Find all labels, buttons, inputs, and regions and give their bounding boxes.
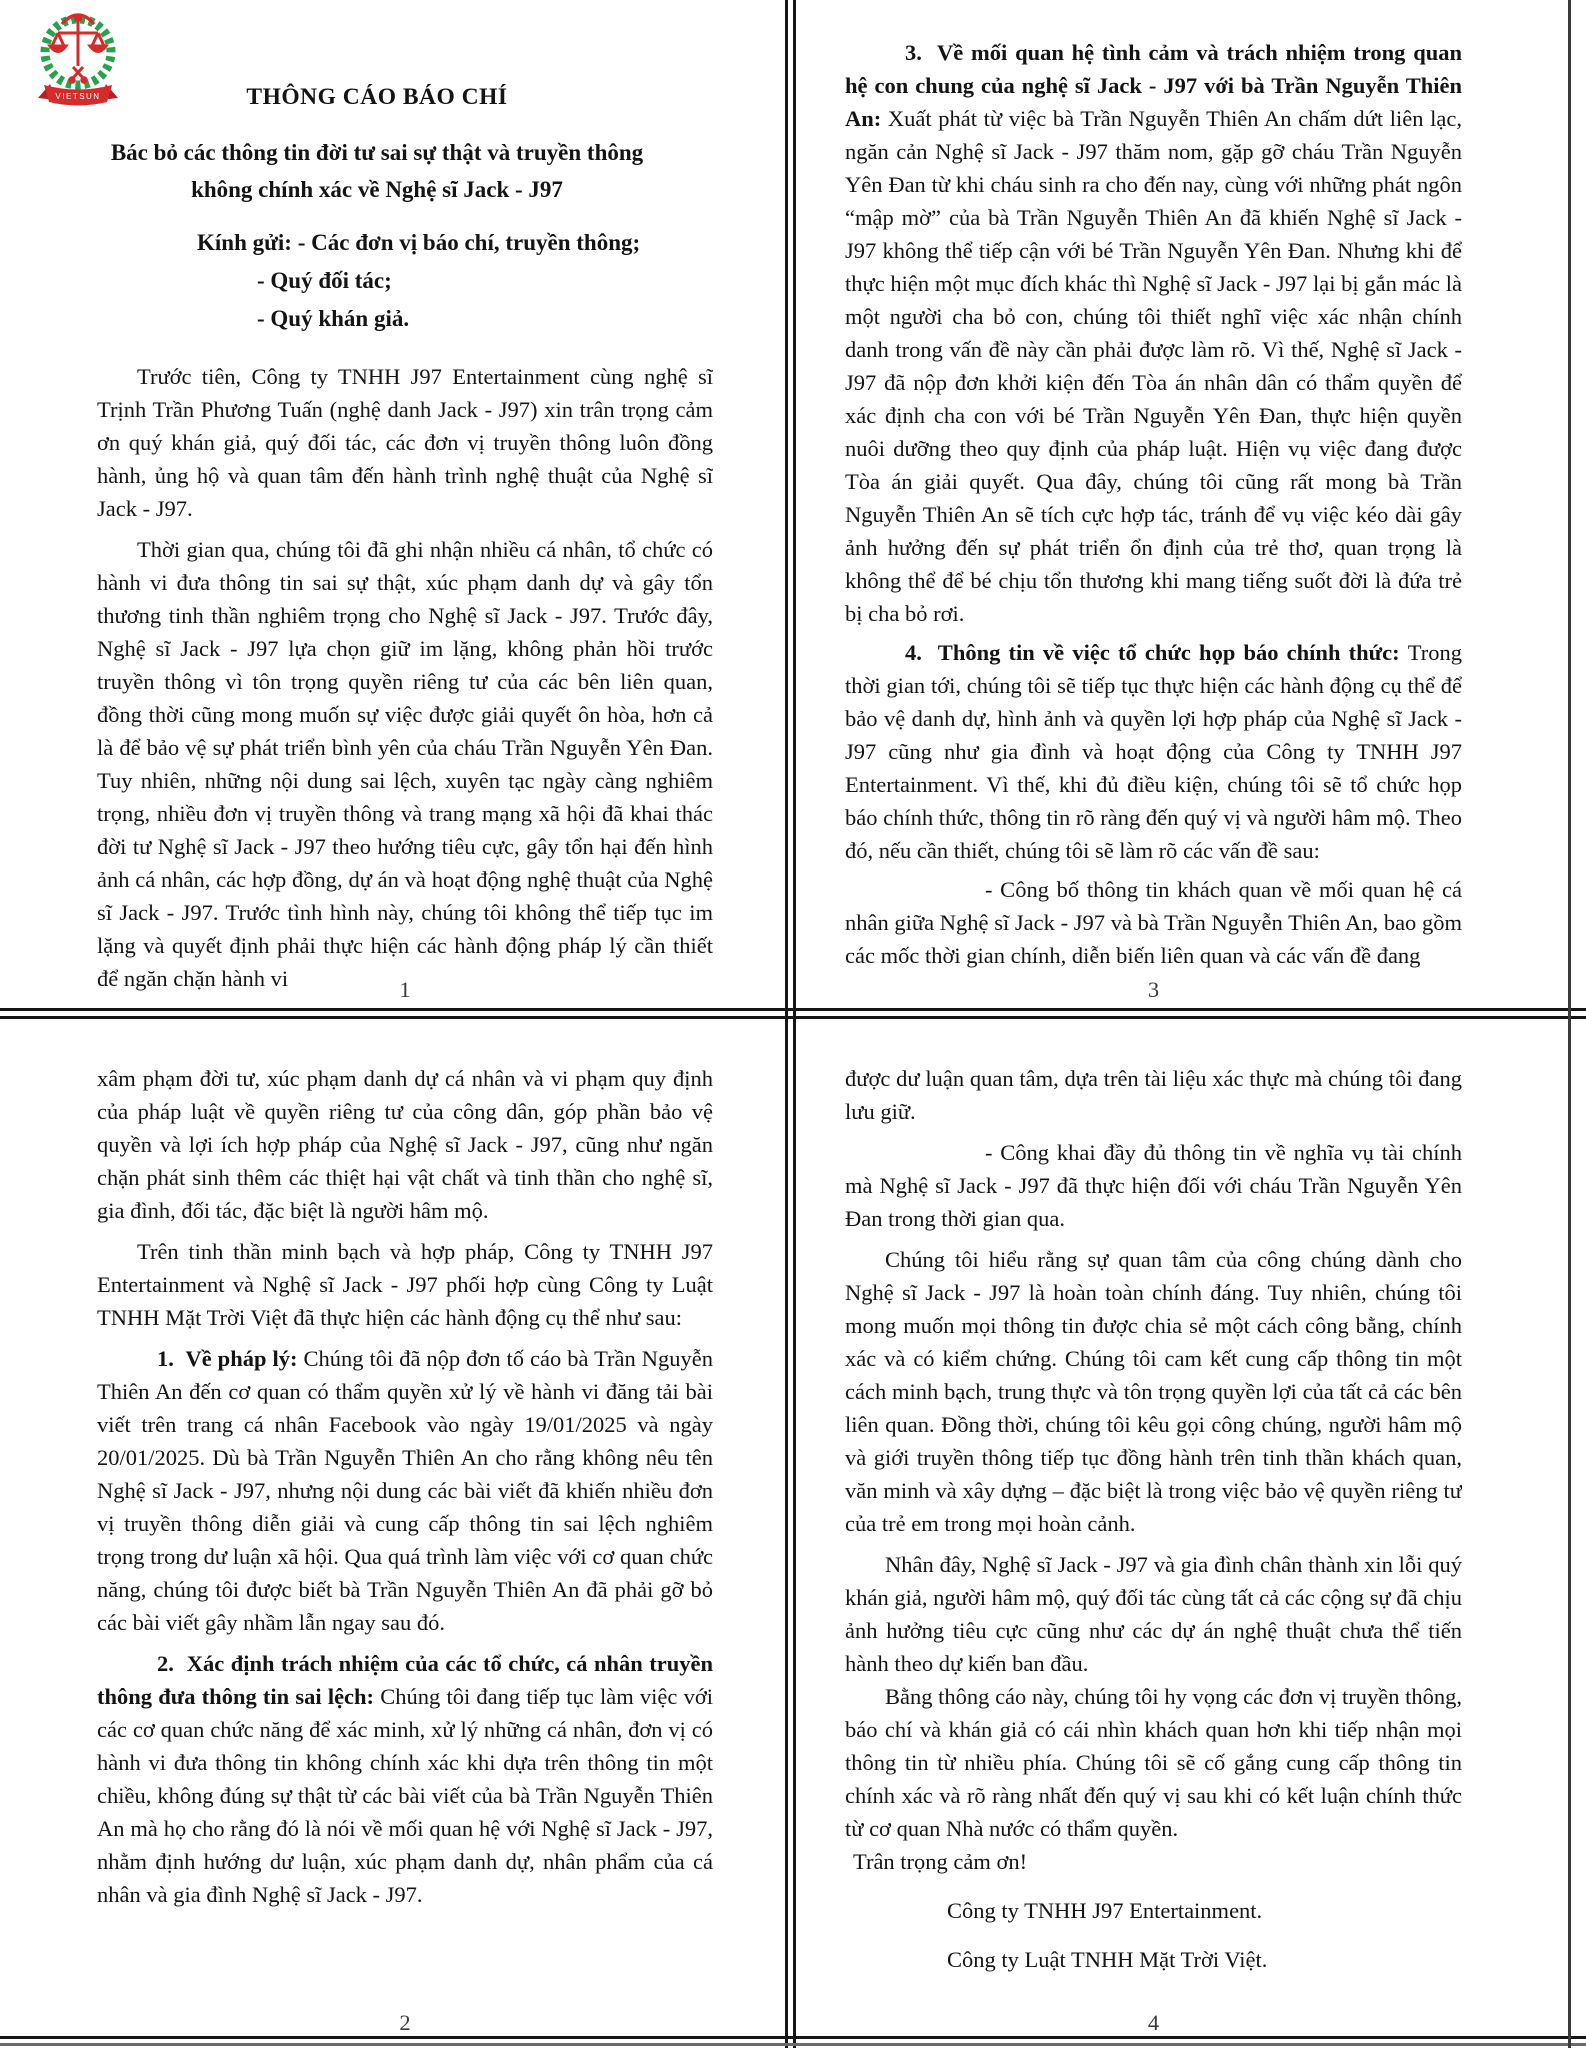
salutation-line: - Quý đối tác; [257,268,392,293]
page-number: 1 [399,977,411,1002]
paragraph: xâm phạm đời tư, xúc phạm danh dự cá nhân và vi phạm quy định của pháp luật về quyền riêng tư của công dân, góp phần bảo vệ quyền và lợi ích hợp pháp của Nghệ sĩ Jack - J97, cũng như ngăn chặn phát sinh thêm các thiệt hại vật chất và tinh thần cho nghệ sĩ, gia đình, đối tác, đặc biệt là người hâm mộ. [97,1066,713,1223]
section-2-media-responsibility: 2. Xác định trách nhiệm của các tổ chức, cá nhân truyền thông đưa thông tin sai lệch: Chúng tôi đang tiếp tục làm việc với các cơ quan chức năng để xác minh, xử lý những cá nhân, đơn vị có hành vi đưa thông tin không chính xác khi dựa trên thông tin một chiều, không đúng sự thật từ các bài viết của bà Trần Nguyễn Thiên An mà họ cho rằng đó là nói về mối quan hệ với Nghệ sĩ Jack - J97, nhằm định hướng dư luận, xúc phạm danh dự, nhân phẩm của cá nhân và gia đình Nghệ sĩ Jack - J97. [97,1651,713,1907]
bullet-item: - Công khai đầy đủ thông tin về nghĩa vụ tài chính mà Nghệ sĩ Jack - J97 đã thực hiện đối với cháu Trần Nguyễn Yên Đan trong thời gian qua. [845,1140,1462,1231]
horizontal-divider-line [0,1016,1586,1019]
paragraph: Chúng tôi hiểu rằng sự quan tâm của công chúng dành cho Nghệ sĩ Jack - J97 là hoàn toàn chính đáng. Tuy nhiên, chúng tôi mong muốn mọi thông tin được chia sẻ một cách công bằng, chính xác và có kiểm chứng. Chúng tôi cam kết cung cấp thông tin một cách minh bạch, trung thực và tôn trọng quyền lợi của tất cả các bên liên quan. Đồng thời, chúng tôi kêu gọi công chúng, người hâm mộ và giới truyền thông tiếp tục đồng hành trên tinh thần khách quan, văn minh và xây dựng – đặc biệt là trong việc bảo vệ quyền riêng tư của trẻ em trong mọi hoàn cảnh. [845,1247,1462,1536]
bottom-edge-line [0,2036,1586,2039]
section-heading: 1. Về pháp lý: [157,1346,304,1371]
salutation-line: Kính gửi: - Các đơn vị báo chí, truyền thông; [197,230,641,255]
logo-banner-label: VIETSUN [55,92,101,101]
press-release-subtitle [97,134,657,208]
page-4 [845,1019,1462,2048]
signoff-law-firm: Công ty Luật TNHH Mặt Trời Việt. [947,1947,1268,1972]
paragraph: Trước tiên, Công ty TNHH J97 Entertainment cùng nghệ sĩ Trịnh Trần Phương Tuấn (nghệ danh Jack - J97) xin trân trọng cảm ơn quý khán giả, quý đối tác, các đơn vị truyền thông luôn đồng hành, ủng hộ và quan tâm đến hành trình nghệ thuật của Nghệ sĩ Jack - J97. [97,364,713,521]
salutation-line: - Quý khán giả. [257,306,410,331]
page-number: 4 [1147,2010,1160,2035]
page-3 [845,0,1462,1009]
page-number: 2 [399,2010,411,2035]
subtitle-line: không chính xác về Nghệ sĩ Jack - J97 [191,177,563,202]
bullet-item: - Công bố thông tin khách quan về mối quan hệ cá nhân giữa Nghệ sĩ Jack - J97 và bà Trần Nguyễn Thiên An, bao gồm các mốc thời gian chính, diễn biến liên quan và các vấn đề đang [845,877,1462,968]
section-heading: 2. Xác định trách nhiệm của các tổ chức, cá nhân truyền thông đưa thông tin sai lệch: [97,1651,713,1709]
paragraph: Trên tinh thần minh bạch và hợp pháp, Công ty TNHH J97 Entertainment và Nghệ sĩ Jack - J97 phối hợp cùng Công ty Luật TNHH Mặt Trời Việt đã thực hiện các hành động cụ thể như sau: [97,1239,713,1330]
press-release-title: THÔNG CÁO BÁO CHÍ [246,84,508,110]
closing-thanks: Trân trọng cảm ơn! [853,1849,1028,1874]
horizontal-divider-line [0,1008,1586,1011]
paragraph: được dư luận quan tâm, dựa trên tài liệu xác thực mà chúng tôi đang lưu giữ. [845,1066,1462,1124]
section-1-legal: 1. Về pháp lý: Chúng tôi đã nộp đơn tố cáo bà Trần Nguyễn Thiên An đến cơ quan có thẩm quyền xử lý về hành vi đăng tải bài viết trên trang cá nhân Facebook vào ngày 19/01/2025 và ngày 20/01/2025. Dù bà Trần Nguyễn Thiên An cho rằng không nêu tên Nghệ sĩ Jack - J97, nhưng nội dung các bài viết đã khiến nhiều đơn vị truyền thông diễn giải và cung cấp thông tin sai lệch nghiêm trọng trong dư luận xã hội. Qua quá trình làm việc với cơ quan chức năng, chúng tôi được biết bà Trần Nguyễn Thiên An đã phải gỡ bỏ các bài viết gây nhầm lẫn ngay sau đó. [97,1346,713,1635]
section-3-relationship: 3. Về mối quan hệ tình cảm và trách nhiệm trong quan hệ con chung của nghệ sĩ Jack - J97 với bà Trần Nguyễn Thiên An: Xuất phát từ việc bà Trần Nguyễn Thiên An chấm dứt liên lạc, ngăn cản Nghệ sĩ Jack - J97 thăm nom, gặp gỡ cháu Trần Nguyễn Yên Đan từ khi cháu sinh ra cho đến nay, cùng với những phát ngôn “mập mờ” của bà Trần Nguyễn Thiên An đã khiến Nghệ sĩ Jack - J97 không thể tiếp cận với bé Trần Nguyễn Yên Đan. Nhưng khi để thực hiện một mục đích khác thì Nghệ sĩ Jack - J97 lại bị gắn mác là một người cha bỏ con, chúng tôi thiết nghĩ việc xác nhận chính danh trong vấn đề này cần phải được làm rõ. Vì thế, Nghệ sĩ Jack - J97 đã nộp đơn khởi kiện đến Tòa án nhân dân có thẩm quyền để xác định cha con với bé Trần Nguyễn Yên Đan, thực hiện quyền nuôi dưỡng theo quy định của pháp luật. Hiện vụ việc đang được Tòa án giải quyết. Qua đây, chúng tôi cũng rất mong bà Trần Nguyễn Thiên An sẽ tích cực hợp tác, tránh để vụ việc kéo dài gây ảnh hưởng đến sự phát triển ổn định của trẻ thơ, quan trọng là không thể để bé chịu tổn thương khi mang tiếng suốt đời là đứa trẻ bị cha bỏ rơi. [845,40,1462,626]
page-2 [97,1019,713,2048]
section-heading: 4. Thông tin về việc tổ chức họp báo chính thức: [905,640,1408,665]
section-heading: 3. Về mối quan hệ tình cảm và trách nhiệm trong quan hệ con chung của nghệ sĩ Jack - J97 với bà Trần Nguyễn Thiên An: [845,40,1462,131]
document-header [97,82,657,338]
subtitle-line: Bác bỏ các thông tin đời tư sai sự thật và truyền thông [110,140,644,165]
section-4-press-conference: 4. Thông tin về việc tổ chức họp báo chính thức: Trong thời gian tới, chúng tôi sẽ tiếp tục thực hiện các hành động cụ thể để bảo vệ danh dự, hình ảnh và quyền lợi hợp pháp của Nghệ sĩ Jack - J97 cũng như gia đình và hoạt động của Công ty TNHH J97 Entertainment. Vì thế, khi đủ điều kiện, chúng tôi sẽ tổ chức họp báo chính thức, thông tin rõ ràng đến quý vị và người hâm mộ. Theo đó, nếu cần thiết, chúng tôi sẽ làm rõ các vấn đề sau: [845,640,1462,863]
paragraph: Bằng thông cáo này, chúng tôi hy vọng các đơn vị truyền thông, báo chí và khán giả có cái nhìn khách quan hơn khi tiếp nhận mọi thông tin từ nhiều phía. Chúng tôi sẽ cố gắng cung cấp thông tin chính xác và rõ ràng nhất đến quý vị sau khi có kết luận chính thức từ cơ quan Nhà nước có thẩm quyền. [845,1684,1462,1841]
paragraph: Thời gian qua, chúng tôi đã ghi nhận nhiều cá nhân, tổ chức có hành vi đưa thông tin sai sự thật, xúc phạm danh dự và gây tổn thương tinh thần nghiêm trọng cho Nghệ sĩ Jack - J97. Trước đây, Nghệ sĩ Jack - J97 lựa chọn giữ im lặng, không phản hồi trước truyền thông vì tôn trọng quyền riêng tư của các bên liên quan, đồng thời cũng mong muốn sự việc được giải quyết ôn hòa, hơn cả là để bảo vệ sự phát triển bình yên của cháu Trần Nguyễn Yên Đan. Tuy nhiên, những nội dung sai lệch, xuyên tạc ngày càng nghiêm trọng, nhiều đơn vị truyền thông và trang mạng xã hội đã khai thác đời tư Nghệ sĩ Jack - J97 theo hướng tiêu cực, gây tổn hại đến hình ảnh cá nhân, các hợp đồng, dự án và hoạt động nghệ thuật của Nghệ sĩ Jack - J97. Trước tình hình này, chúng tôi không thể tiếp tục im lặng và quyết định phải thực hiện các hành động pháp lý cần thiết để ngăn chặn hành vi [97,537,713,991]
signoff-company: Công ty TNHH J97 Entertainment. [947,1898,1263,1923]
right-edge-line [1568,0,1571,2048]
center-divider-line [793,0,796,2048]
paragraph: Nhân đây, Nghệ sĩ Jack - J97 và gia đình chân thành xin lỗi quý khán giả, người hâm mộ, quý đối tác cùng tất cả các cộng sự đã chịu ảnh hưởng tiêu cực cũng như các dự án nghệ thuật chưa thể tiến hành theo dự kiến ban đầu. [845,1552,1462,1676]
page-number: 3 [1147,977,1160,1002]
center-divider-line [785,0,788,2048]
bottom-edge-line [0,2043,1586,2046]
page-1 [97,0,713,1009]
salutation [97,224,657,338]
